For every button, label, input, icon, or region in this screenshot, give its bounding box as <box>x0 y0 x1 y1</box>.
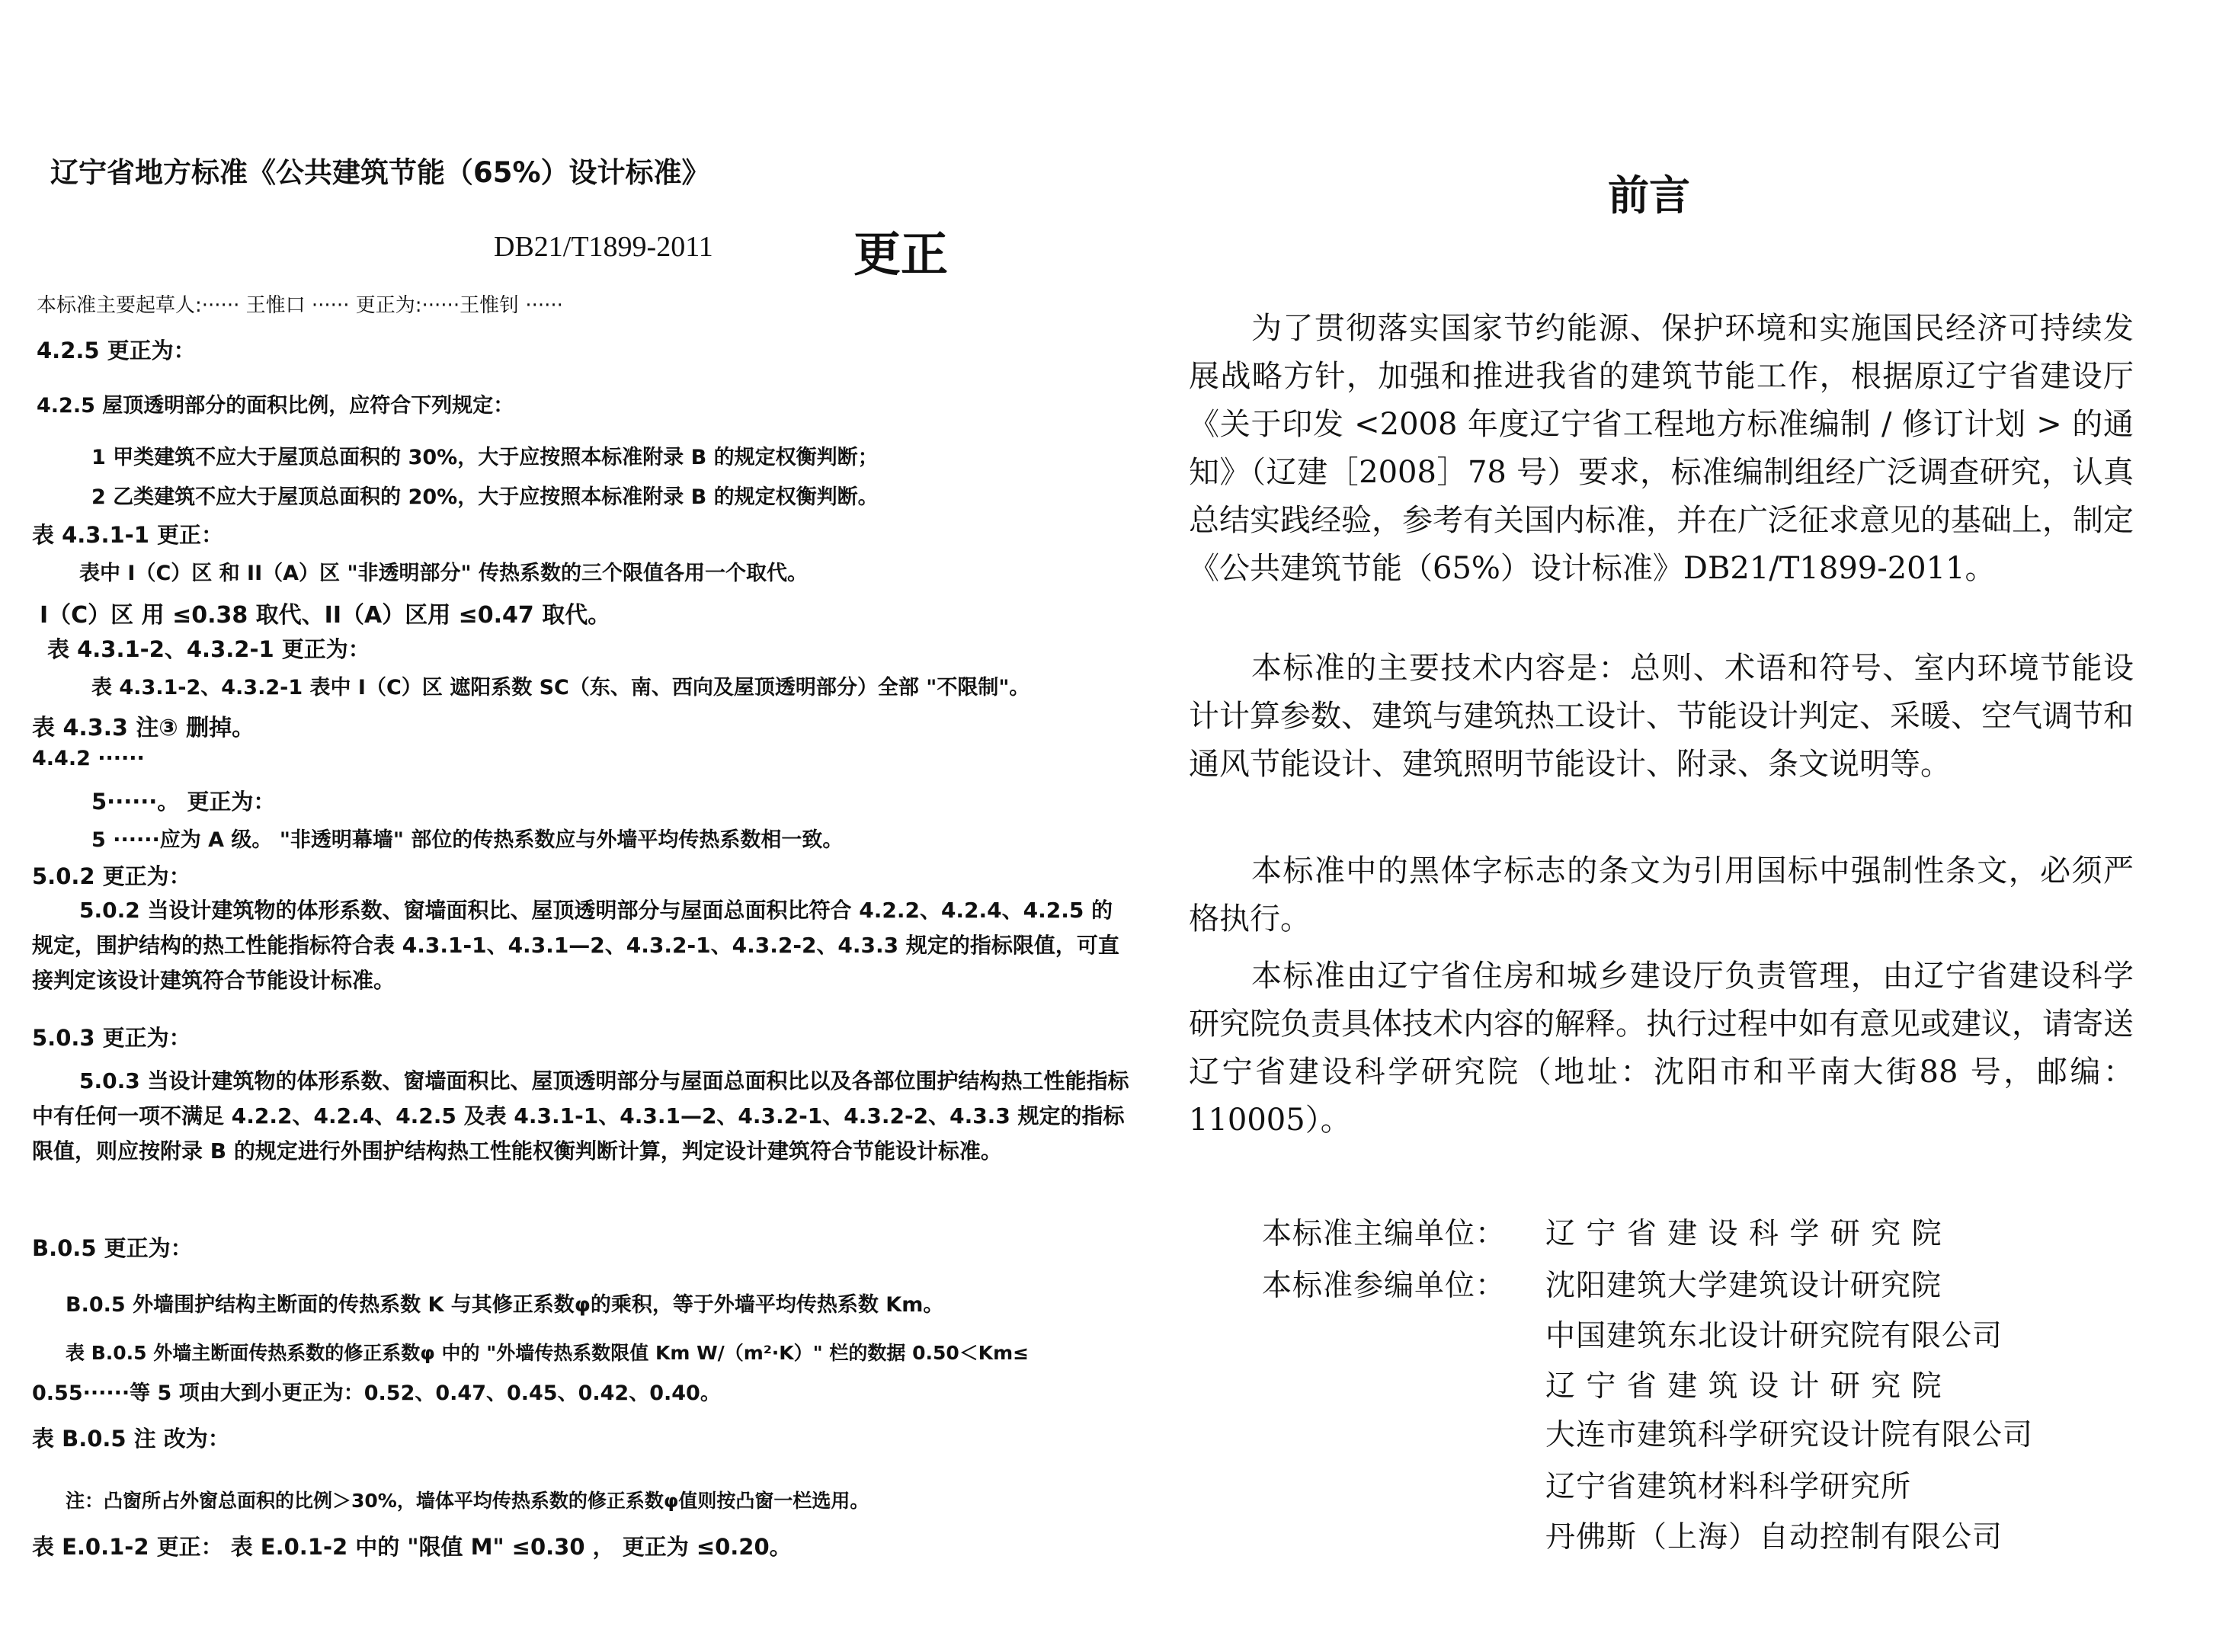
chief-unit-name: 辽 宁 省 建 设 科 学 研 究 院 <box>1545 1217 1942 1251</box>
drafters-line: 本标准主要起草人:······ 王惟口 ······ 更正为:······王惟钊 ······ <box>37 294 563 317</box>
table-e012-line: 表 E.0.1-2 更正： 表 E.0.1-2 中的 "限值 M" ≤0.30 ， 更正为 ≤0.20。 <box>32 1534 792 1560</box>
section-502-head: 5.0.2 更正为： <box>32 863 191 889</box>
co-unit-2: 中国建筑东北设计研究院有限公司 <box>1545 1319 2003 1353</box>
section-425-item-1: 1 甲类建筑不应大于屋顶总面积的 30%，大于应按照本标准附录 B 的规定权衡判断； <box>91 446 879 469</box>
preface-paragraph-1: 为了贯彻落实国家节约能源、保护环境和实施国民经济可持续发展战略方针，加强和推进我省的建筑节能工作，根据原辽宁省建设厅《关于印发 <2008 年度辽宁省工程地方标准编制 / 修订计划 > 的通知》（辽建［2008］78 号）要求，标准编制组经广泛调查研究，认真总结实践经验，参考有关国内标准，并在广泛征求意见的基础上，制定《公共建筑节能（65%）设计标准》DB21/T1899-2011。 <box>1189 311 2134 586</box>
co-unit-label: 本标准参编单位： <box>1262 1269 1507 1303</box>
section-503-text: 5.0.3 当设计建筑物的体形系数、窗墙面积比、屋顶透明部分与屋面总面积比以及各部位围护结构热工性能指标中有任何一项不满足 4.2.2、4.2.4、4.2.5 及表 4.3.1-1、4.3.1—2、4.3.2-1、4.3.2-2、4.3.3 规定的指标限值，则应按附录 B 的规定进行外围护结构热工性能权衡判断计算，判定设计建筑符合节能设计标准。 <box>32 1068 1129 1164</box>
table-4312-head: 表 4.3.1-2、4.3.2-1 更正为： <box>47 636 370 662</box>
co-unit-5: 辽宁省建筑材料科学研究所 <box>1545 1470 1912 1504</box>
co-unit-3: 辽 宁 省 建 筑 设 计 研 究 院 <box>1545 1369 1942 1404</box>
section-502-text: 5.0.2 当设计建筑物的体形系数、窗墙面积比、屋顶透明部分与屋面总面积比符合 4.2.2、4.2.4、4.2.5 的规定，围护结构的热工性能指标符合表 4.3.1-1、4.3.1—2、4.3.2-1、4.3.2-2、4.3.3 规定的指标限值，可直接判定该设计建筑符合节能设计标准。 <box>32 898 1119 993</box>
section-425-head: 4.2.5 更正为： <box>37 338 196 363</box>
co-unit-4: 大连市建筑科学研究设计院有限公司 <box>1545 1418 2034 1452</box>
co-unit-1: 沈阳建筑大学建筑设计研究院 <box>1545 1269 1942 1303</box>
correction-heading: 更正 <box>853 226 949 282</box>
preface-title: 前言 <box>1608 171 1690 219</box>
section-425-item-2: 2 乙类建筑不应大于屋顶总面积的 20%，大于应按照本标准附录 B 的规定权衡判断。 <box>91 485 879 509</box>
co-unit-6: 丹佛斯（上海）自动控制有限公司 <box>1545 1520 2003 1554</box>
document-title: 辽宁省地方标准《公共建筑节能（65%）设计标准》 <box>50 156 710 189</box>
section-b05-note-head: 表 B.0.5 注 改为： <box>32 1426 230 1452</box>
table-433-line: 表 4.3.3 注③ 删掉。 <box>32 715 255 741</box>
table-4312-line: 表 4.3.1-2、4.3.2-1 表中 I（C）区 遮阳系数 SC（东、南、西向及屋顶透明部分）全部 "不限制"。 <box>91 676 1030 700</box>
section-442-item-5-text: 5 ······应为 A 级。 "非透明幕墙" 部位的传热系数应与外墙平均传热系数相一致。 <box>91 828 844 852</box>
section-b05-note: 注：凸窗所占外窗总面积的比例＞30%，墙体平均传热系数的修正系数φ值则按凸窗一栏选用。 <box>66 1490 869 1512</box>
preface-paragraph-4: 本标准由辽宁省住房和城乡建设厅负责管理，由辽宁省建设科学研究院负责具体技术内容的解释。执行过程中如有意见或建议，请寄送辽宁省建设科学研究院（地址：沈阳市和平南大街88 号，邮编：110005）。 <box>1189 959 2134 1138</box>
section-b05-table-line-1: 表 B.0.5 外墙主断面传热系数的修正系数φ 中的 "外墙传热系数限值 Km W/（m²·K）" 栏的数据 0.50＜Km≤ <box>66 1342 1030 1364</box>
section-b05-head: B.0.5 更正为： <box>32 1235 193 1261</box>
section-442-item-5: 5······。 更正为： <box>91 789 276 815</box>
chief-unit-label: 本标准主编单位： <box>1262 1217 1507 1251</box>
table-4311-head: 表 4.3.1-1 更正： <box>32 522 223 548</box>
preface-paragraph-3: 本标准中的黑体字标志的条文为引用国标中强制性条文，必须严格执行。 <box>1189 853 2134 936</box>
section-b05-text: B.0.5 外墙围护结构主断面的传热系数 K 与其修正系数φ的乘积，等于外墙平均传热系数 Km。 <box>66 1293 944 1317</box>
section-503-head: 5.0.3 更正为： <box>32 1025 191 1051</box>
preface-paragraph-2: 本标准的主要技术内容是：总则、术语和符号、室内环境节能设计计算参数、建筑与建筑热工设计、节能设计判定、采暖、空气调节和通风节能设计、建筑照明节能设计、附录、条文说明等。 <box>1189 651 2134 782</box>
section-442-head: 4.4.2 ······ <box>32 747 145 770</box>
standard-code: DB21/T1899-2011 <box>494 231 713 263</box>
table-4311-line-1: 表中 I（C）区 和 II（A）区 "非透明部分" 传热系数的三个限值各用一个取代。 <box>79 562 808 585</box>
table-4311-line-2: I（C）区 用 ≤0.38 取代、II（A）区用 ≤0.47 取代。 <box>40 602 611 629</box>
section-425-title: 4.2.5 屋顶透明部分的面积比例，应符合下列规定： <box>37 394 514 418</box>
section-b05-table-line-2: 0.55······等 5 项由大到小更正为：0.52、0.47、0.45、0.42、0.40。 <box>32 1381 721 1405</box>
